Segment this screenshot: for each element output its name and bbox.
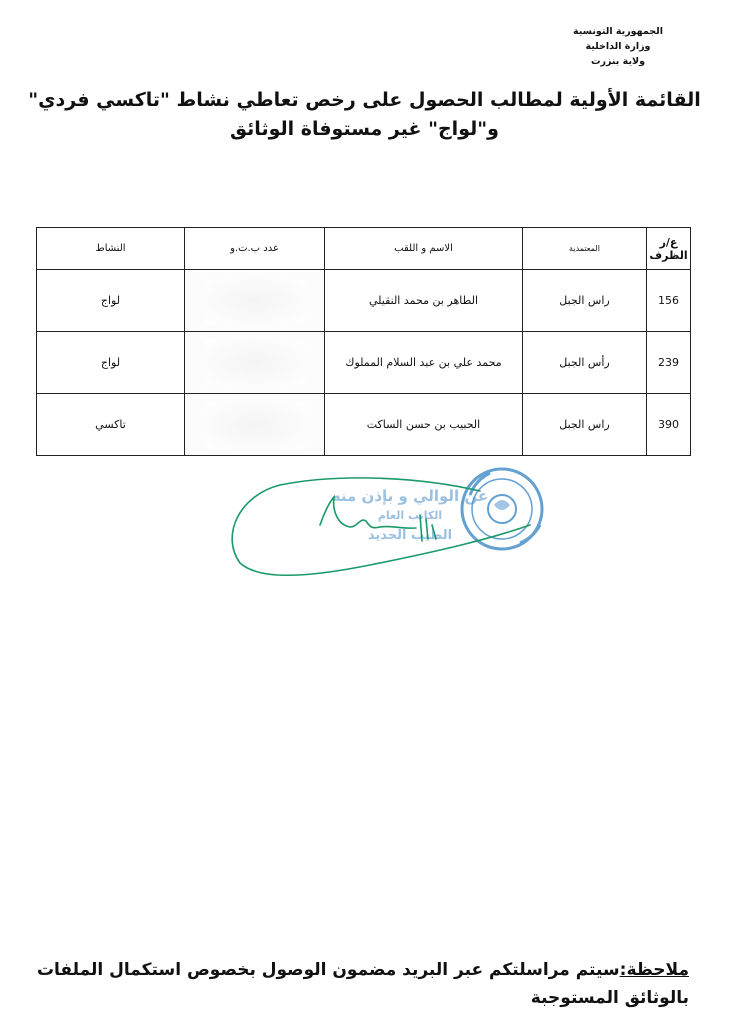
stamp-text-2: الكاتب العام [377, 509, 443, 522]
table-header-row [37, 228, 691, 270]
document-title [20, 86, 709, 144]
stamp-text-3: الطيب الحديد [367, 528, 453, 543]
cell-number: 156 [647, 270, 691, 332]
cell-name: محمد علي بن عبد السلام المملوك [325, 332, 523, 394]
cell-number: 239 [647, 332, 691, 394]
redaction-blur [205, 277, 305, 325]
table-row [37, 270, 691, 332]
cell-delegation: راس الجبل [523, 270, 647, 332]
header-activity: النشاط [37, 228, 185, 270]
cell-name: الطاهر بن محمد النقيلي [325, 270, 523, 332]
cell-id-redacted [185, 394, 325, 456]
cell-id-redacted [185, 332, 325, 394]
header-envelope-number: ع/ر الظرف [647, 228, 691, 270]
official-seal [462, 469, 542, 549]
title-line-1: القائمة الأولية لمطالب الحصول على رخص تعاطي نشاط "تاكسي فردي" [28, 89, 701, 111]
note-text: سيتم مراسلتكم عبر البريد مضمون الوصول بخصوص استكمال الملفات بالوثائق المستوجبة [36, 960, 689, 1008]
cell-activity: لواج [37, 332, 185, 394]
cell-delegation: راس الجبل [523, 394, 647, 456]
footnote [30, 956, 689, 1012]
table-row [37, 394, 691, 456]
cell-id-redacted [185, 270, 325, 332]
ministry-header [543, 24, 693, 69]
cell-number: 390 [647, 394, 691, 456]
applicants-table [36, 227, 691, 456]
cell-delegation: رأس الجبل [523, 332, 647, 394]
redaction-blur [205, 339, 305, 387]
stamp-text-1: عن الوالي و بإذن منه [331, 487, 489, 505]
header-id-number: عدد ب.ت.و [185, 228, 325, 270]
signature-stamp-area [220, 455, 560, 585]
redaction-blur [205, 401, 305, 449]
header-governorate: ولاية بنزرت [591, 56, 645, 67]
header-ministry: وزارة الداخلية [585, 41, 651, 52]
header-delegation: المعتمدية [523, 228, 647, 270]
header-name: الاسم و اللقب [325, 228, 523, 270]
note-label: ملاحظة: [619, 960, 689, 980]
title-stamp [332, 487, 488, 543]
signature-stamp-graphic [220, 455, 560, 585]
cell-activity: لواج [37, 270, 185, 332]
header-country: الجمهورية التونسية [573, 26, 663, 37]
cell-name: الحبيب بن حسن الساكت [325, 394, 523, 456]
title-line-2: و"لواج" غير مستوفاة الوثائق [230, 118, 499, 140]
table-row [37, 332, 691, 394]
cell-activity: تاكسي [37, 394, 185, 456]
